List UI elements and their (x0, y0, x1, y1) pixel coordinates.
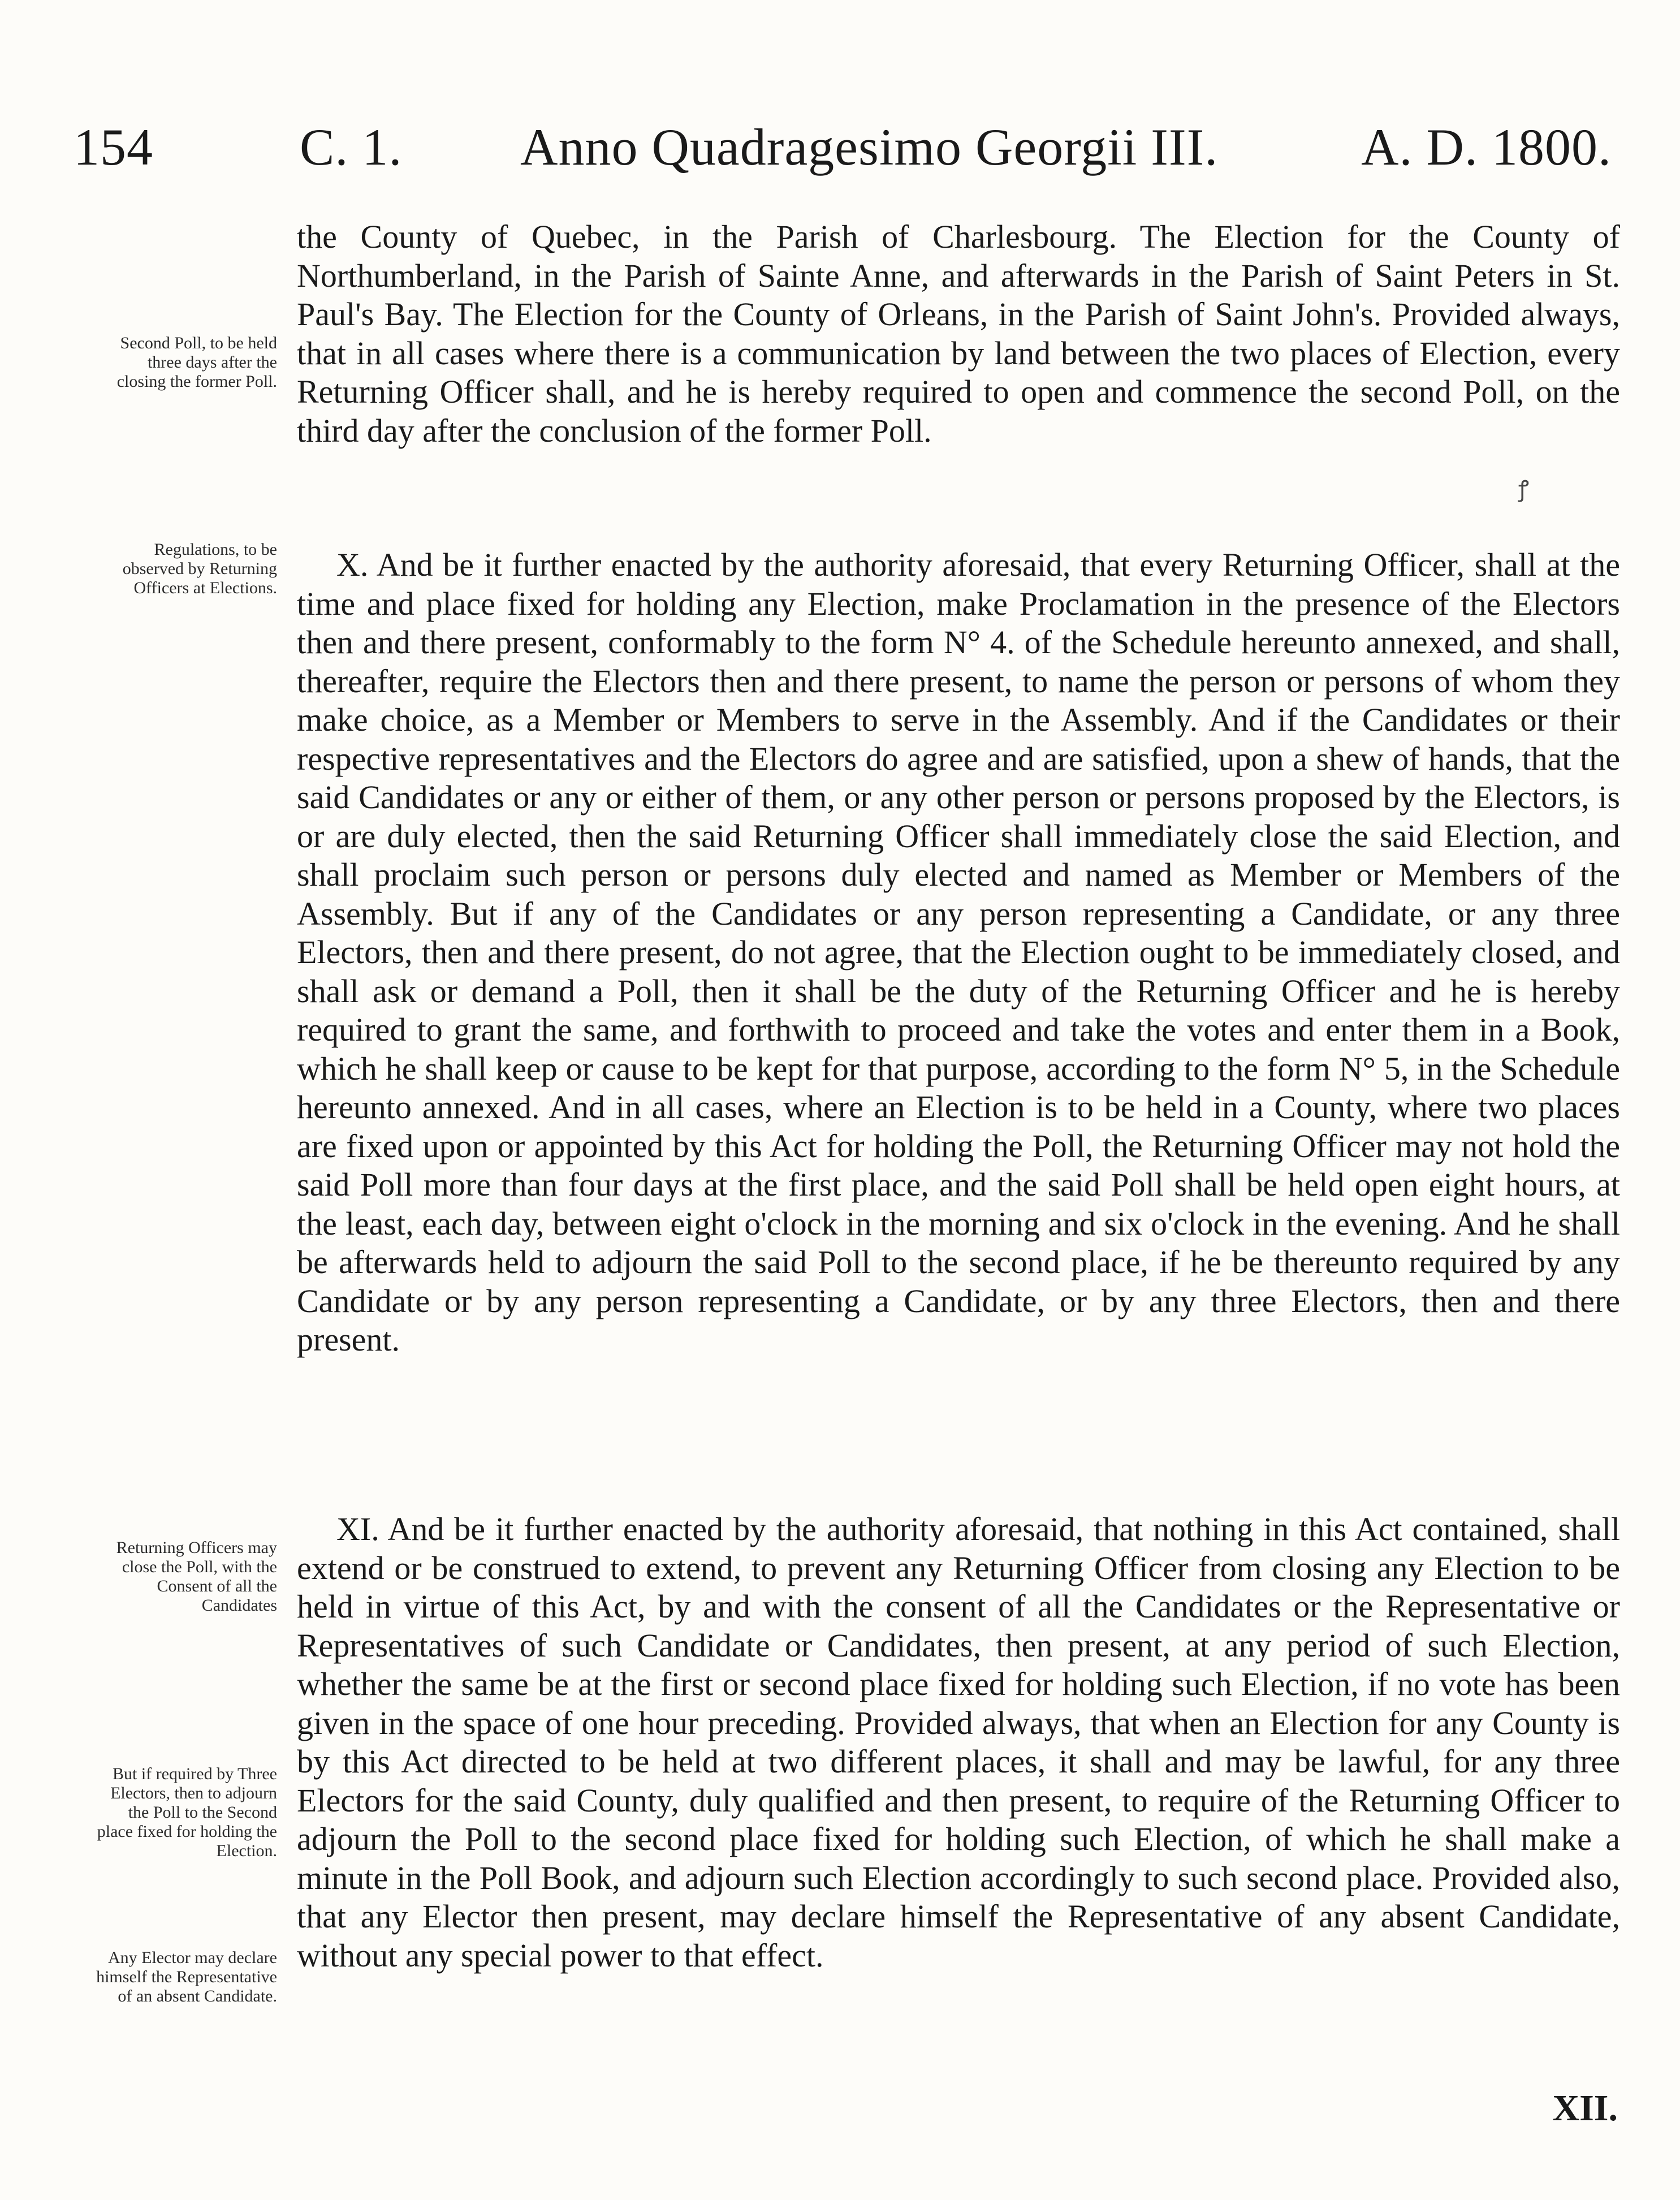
intro-paragraph-block (297, 218, 1620, 450)
section-xi-block (297, 1510, 1620, 1975)
margin-note-three-electors: But if required by Three Electors, then to adjourn the Poll to the Second place fixed for holding the Election. (97, 1765, 277, 1860)
chapter-number: C. 1. (300, 118, 403, 176)
margin-note-returning-officers: Returning Officers may close the Poll, with the Consent of all the Candidates (116, 1538, 277, 1615)
intro-paragraph: the County of Quebec, in the Parish of Charlesbourg. The Election for the County of Northumberland, in the Parish of Sainte Anne, and afterwards in the Parish of Saint Peters in St. Paul's Bay. The Election for the County of Orleans, in the Parish of Saint John's. Provided always, that in all cases where there is a communication by land between the two places of Election, every Returning Officer shall, and he is hereby required to open and commence the second Poll, on the third day after the conclusion of the former Poll. (297, 218, 1620, 449)
page-number: 154 (74, 118, 153, 176)
section-x-block (297, 546, 1620, 1360)
regnal-year: Anno Quadragesimo Georgii III. (520, 118, 1219, 176)
running-header (74, 113, 1612, 198)
catchword: XII. (1552, 2087, 1618, 2129)
printer-ornament: ꝭ (1518, 476, 1529, 502)
calendar-year: A. D. 1800. (1361, 118, 1612, 176)
margin-note-elector-representative: Any Elector may declare himself the Representative of an absent Candidate. (96, 1948, 277, 2005)
section-xi-paragraph: XI. And be it further enacted by the authority aforesaid, that nothing in this Act contained, shall extend or be construed to extend, to prevent any Returning Officer from closing any Election to be held in virtue of this Act, by and with the consent of all the Candidates or the Representative or Representatives of such Candidate or Candidates, then present, at any period of such Election, whether the same be at the first or second place fixed for holding such Election, if no vote has been given in the space of one hour preceding. Provided always, that when an Election for any County is by this Act directed to be held at two different places, it shall and may be lawful, for any three Electors for the said County, duly qualified and then present, to require of the Returning Officer to adjourn the Poll to the second place fixed for holding such Election, of which he shall make a minute in the Poll Book, and adjourn such Election accordingly to such second place. Provided also, that any Elector then present, may declare himself the Representative of any absent Candidate, without any special power to that effect. (297, 1511, 1620, 1974)
margin-note-regulations: Regulations, to be observed by Returning Officers at Elections. (122, 540, 277, 597)
section-x-paragraph: X. And be it further enacted by the authority aforesaid, that every Returning Officer, shall at the time and place fixed for holding any Election, make Proclamation in the presence of the Electors then and there present, conformably to the form N° 4. of the Schedule hereunto annexed, and shall, thereafter, require the Electors then and there present, to name the person or persons of whom they make choice, as a Member or Members to serve in the Assembly. And if the Candidates or their respective representatives and the Electors do agree and are satisfied, upon a shew of hands, that the said Candidates or any or either of them, or any other person or persons proposed by the Electors, is or are duly elected, then the said Returning Officer shall immediately close the said Election, and shall proclaim such person or persons duly elected and named as Member or Members of the Assembly. But if any of the Candidates or any person representing a Candidate, or any three Electors, then and there present, do not agree, that the Election ought to be immediately closed, and shall ask or demand a Poll, then it shall be the duty of the Returning Officer and he is hereby required to grant the same, and forthwith to proceed and take the votes and enter them in a Book, which he shall keep or cause to be kept for that purpose, according to the form N° 5, in the Schedule hereunto annexed. And in all cases, where an Election is to be held in a County, where two places are fixed upon or appointed by this Act for holding the Poll, the Returning Officer may not hold the said Poll more than four days at the first place, and the said Poll shall be held open eight hours, at the least, each day, between eight o'clock in the morning and six o'clock in the evening. And he shall be afterwards held to adjourn the said Poll to the second place, if he be thereunto required by any Candidate or by any person representing a Candidate, or by any three Electors, then and there present. (297, 546, 1620, 1358)
margin-note-second-poll: Second Poll, to be held three days after the closing the former Poll. (116, 334, 277, 391)
